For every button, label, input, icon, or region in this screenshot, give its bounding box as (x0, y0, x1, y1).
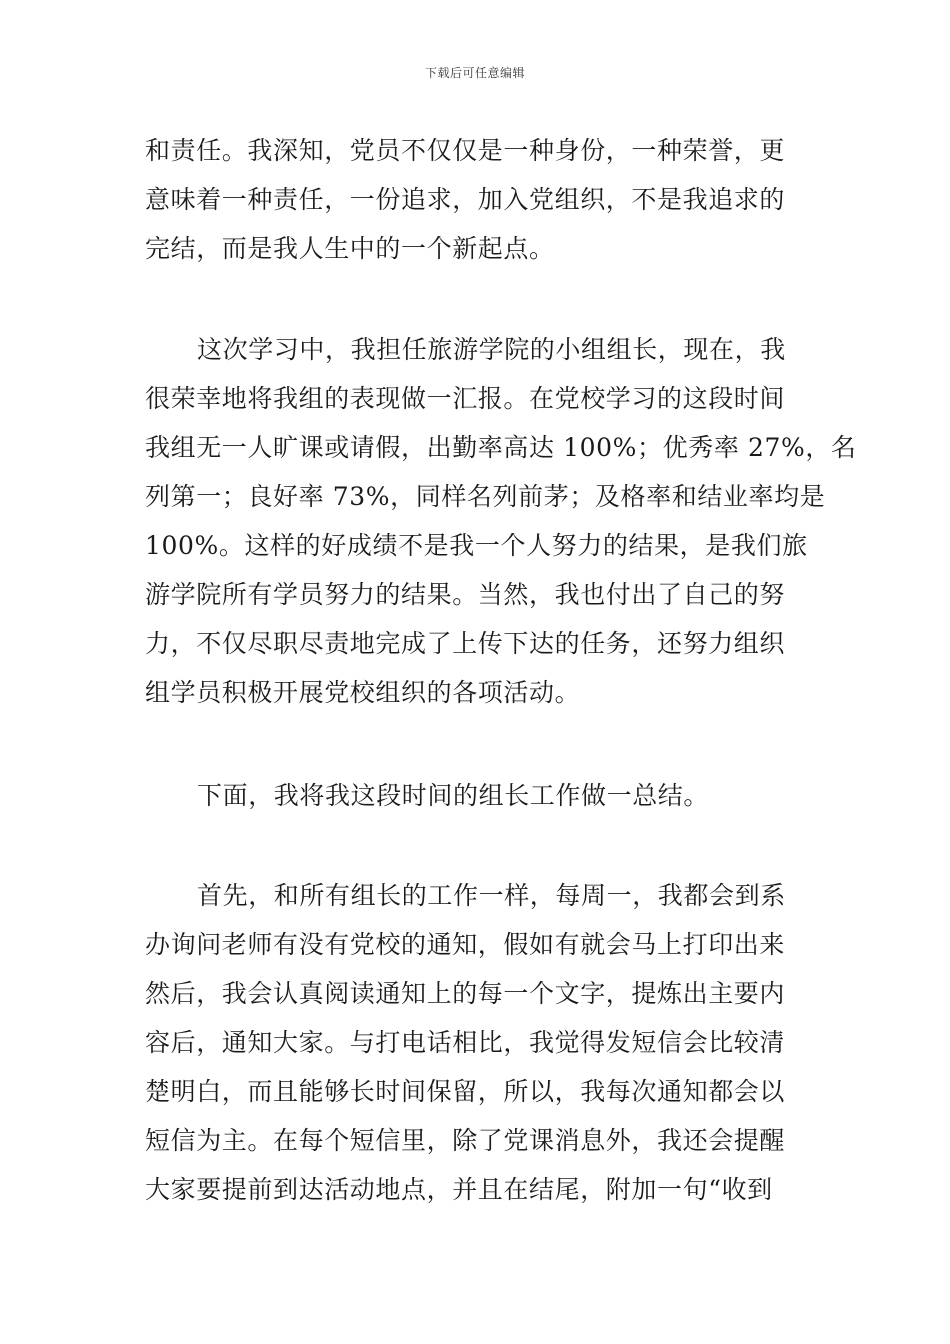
paragraph-line: 首先，和所有组长的工作一样，每周一，我都会到系 (197, 881, 786, 910)
paragraph-2 (145, 325, 857, 717)
paragraph-line: 然后，我会认真阅读通知上的每一个文字，提炼出主要内 (145, 979, 786, 1008)
paragraph-line: 下面，我将我这段时间的组长工作做一总结。 (197, 781, 710, 810)
page-header: 下载后可任意编辑 (424, 66, 525, 80)
paragraph-line: 容后，通知大家。与打电话相比，我觉得发短信会比较清 (145, 1028, 786, 1057)
paragraph-line: 意味着一种责任，一份追求，加入党组织，不是我追求的 (145, 185, 786, 214)
paragraph-line: 和责任。我深知，党员不仅仅是一种身份，一种荣誉，更 (145, 136, 786, 165)
paragraph-line: 办询问老师有没有党校的通知，假如有就会马上打印出来 (145, 930, 786, 959)
paragraph-line: 我组无一人旷课或请假，出勤率高达 100%；优秀率 27%，名 (145, 433, 857, 462)
paragraph-4 (145, 871, 807, 1214)
paragraph-line: 列第一；良好率 73%，同样名列前茅；及格率和结业率均是 (145, 482, 826, 511)
paragraph-1 (145, 126, 807, 273)
paragraph-line: 游学院所有学员努力的结果。当然，我也付出了自己的努 (145, 580, 786, 609)
paragraph-line: 短信为主。在每个短信里，除了党课消息外，我还会提醒 (145, 1126, 786, 1155)
paragraph-line: 楚明白，而且能够长时间保留，所以，我每次通知都会以 (145, 1077, 786, 1106)
paragraph-line: 大家要提前到达活动地点，并且在结尾，附加一句“收到 (145, 1175, 773, 1204)
paragraph-line: 完结，而是我人生中的一个新起点。 (145, 234, 555, 263)
paragraph-line: 很荣幸地将我组的表现做一汇报。在党校学习的这段时间 (145, 384, 786, 413)
paragraph-line: 这次学习中，我担任旅游学院的小组组长，现在，我 (197, 335, 786, 364)
paragraph-3 (145, 771, 807, 820)
paragraph-line: 100%。这样的好成绩不是我一个人努力的结果，是我们旅 (145, 531, 808, 560)
paragraph-line: 力，不仅尽职尽责地完成了上传下达的任务，还努力组织 (145, 629, 786, 658)
paragraph-line: 组学员积极开展党校组织的各项活动。 (145, 678, 581, 707)
